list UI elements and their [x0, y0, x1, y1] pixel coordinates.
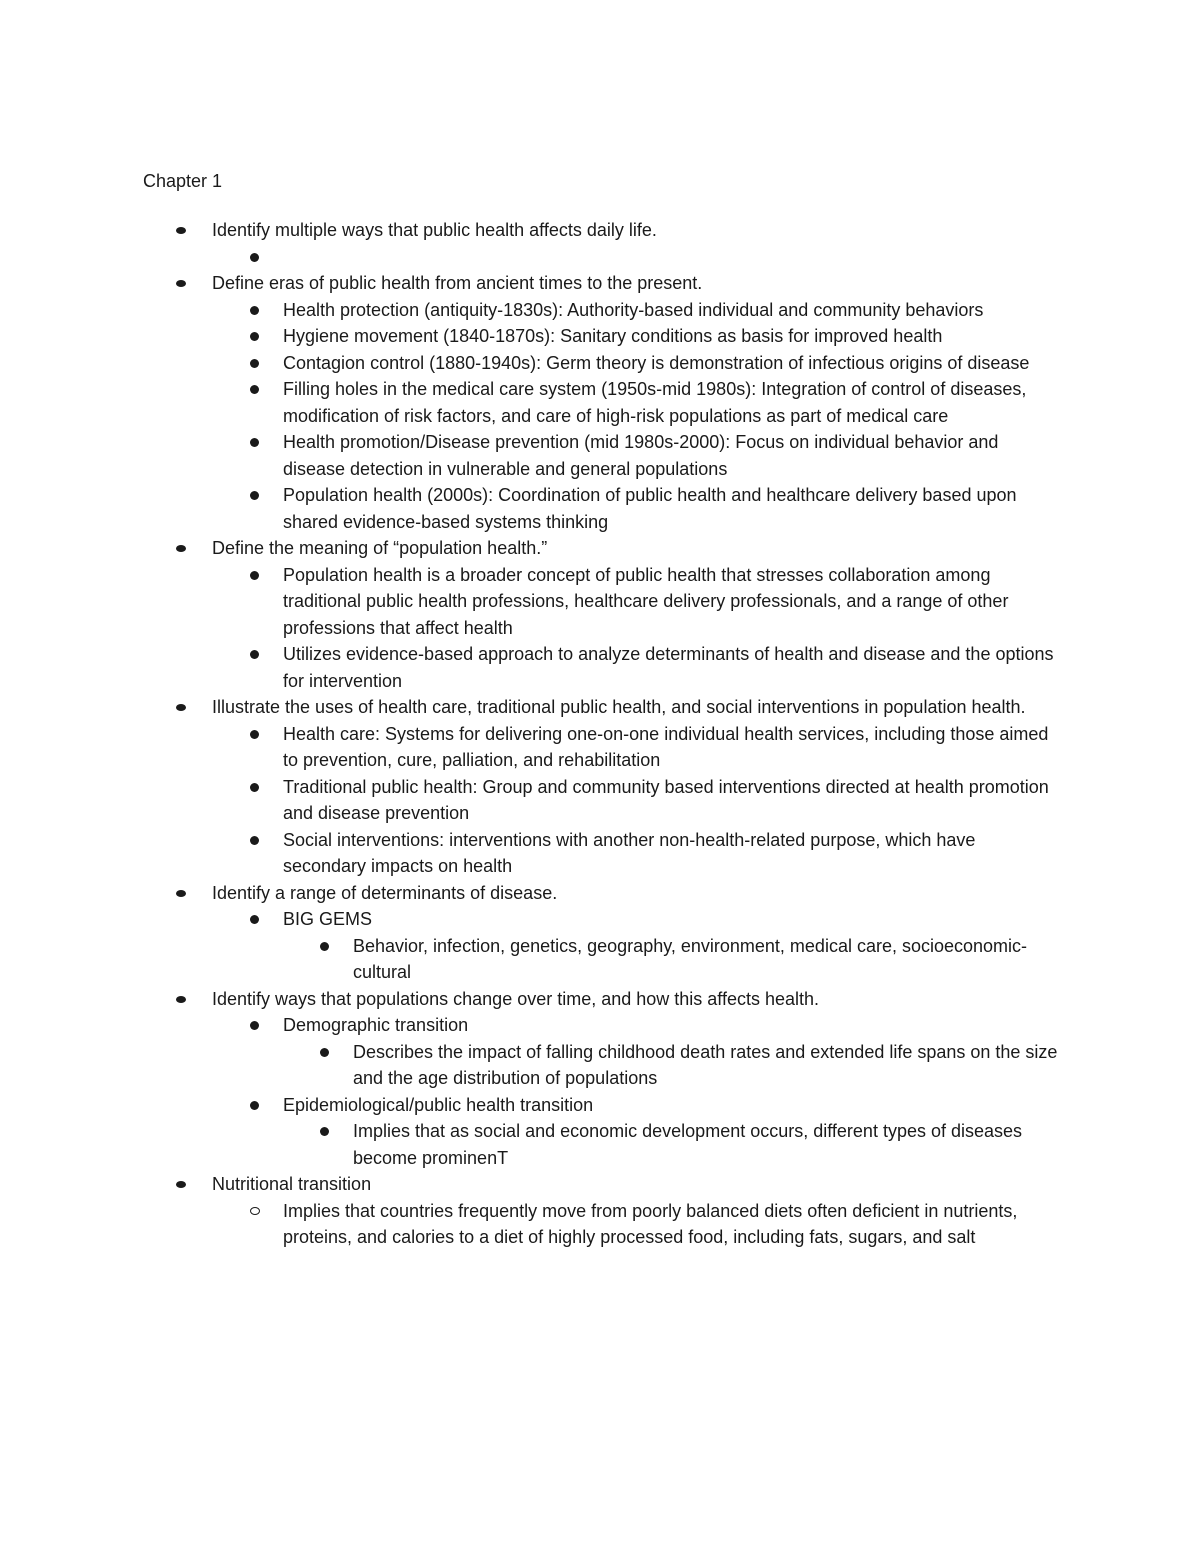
- list-item-text: Traditional public health: Group and community based interventions directed at health promotion and disease prevention: [283, 776, 1049, 823]
- list-item: [0, 1118, 1063, 1171]
- filled-bullet-icon: [176, 227, 186, 234]
- list-item: [0, 323, 1063, 350]
- list-item: [0, 694, 1062, 721]
- filled-bullet-icon: [250, 385, 259, 394]
- filled-bullet-icon: [176, 280, 186, 287]
- list-item-text: Population health (2000s): Coordination of public health and healthcare delivery based upon shared evidence-based systems thinking: [283, 485, 1017, 532]
- filled-bullet-icon: [250, 332, 259, 341]
- filled-bullet-icon: [250, 491, 259, 500]
- list-item-text: Nutritional transition: [212, 1174, 372, 1194]
- filled-bullet-icon: [250, 306, 259, 315]
- list-item-text: Health protection (antiquity-1830s): Authority-based individual and community behaviors: [283, 299, 984, 320]
- filled-bullet-icon: [250, 730, 259, 739]
- list-item: [0, 297, 1063, 324]
- hollow-circle-bullet-icon: [250, 1207, 260, 1215]
- list-item-text: Implies that countries frequently move from poorly balanced diets often deficient in nutrients, proteins, and calories to a diet of highly processed food, including fats, sugars, and salt: [283, 1200, 1018, 1247]
- list-item-text: Illustrate the uses of health care, traditional public health, and social interventions in population health.: [212, 697, 1026, 717]
- list-item: [0, 933, 1063, 986]
- list-item: [0, 774, 1063, 827]
- filled-bullet-icon: [176, 996, 186, 1003]
- list-item: [0, 906, 1063, 933]
- filled-bullet-icon: [320, 1048, 329, 1057]
- list-item-text: Identify ways that populations change over time, and how this affects health.: [212, 988, 820, 1009]
- list-item: [0, 986, 1062, 1013]
- filled-bullet-icon: [250, 836, 259, 845]
- list-item: [0, 1092, 1063, 1119]
- list-item: [0, 827, 1063, 880]
- filled-bullet-icon: [176, 1181, 186, 1188]
- filled-bullet-icon: [250, 915, 259, 924]
- outline-list: [0, 217, 1200, 1251]
- filled-bullet-icon: [250, 650, 259, 659]
- filled-bullet-icon: [176, 545, 186, 552]
- list-item-text: Define eras of public health from ancient times to the present.: [212, 273, 703, 293]
- list-item: [0, 880, 1062, 907]
- list-item: [0, 641, 1063, 694]
- filled-bullet-icon: [250, 438, 259, 447]
- filled-bullet-icon: [176, 890, 186, 897]
- list-item-text: Behavior, infection, genetics, geography, environment, medical care, socioeconomic-cultural: [353, 935, 1028, 982]
- list-item: [0, 270, 1062, 297]
- filled-bullet-icon: [320, 942, 329, 951]
- list-item: [0, 562, 1063, 642]
- list-item-text: BIG GEMS: [283, 909, 373, 929]
- list-item: [0, 535, 1062, 562]
- list-item: [0, 244, 1063, 271]
- filled-bullet-icon: [250, 783, 259, 792]
- chapter-title: Chapter 1: [143, 171, 223, 191]
- filled-bullet-icon: [250, 571, 259, 580]
- list-item: [0, 482, 1063, 535]
- list-item-text: Health care: Systems for delivering one-on-one individual health services, including those aimed to prevention, cure, palliation, and rehabilitation: [283, 723, 1049, 770]
- list-item: [0, 1012, 1063, 1039]
- list-item-text: Demographic transition: [283, 1015, 469, 1035]
- list-item: [0, 1039, 1063, 1092]
- list-item-text: Define the meaning of “population health.”: [212, 538, 548, 558]
- list-item: [0, 1171, 1062, 1198]
- list-item-text: Epidemiological/public health transition: [283, 1094, 594, 1115]
- list-item: [0, 376, 1063, 429]
- filled-bullet-icon: [320, 1127, 329, 1136]
- list-item: [0, 721, 1063, 774]
- filled-bullet-icon: [250, 1021, 259, 1030]
- list-item: [0, 1198, 1063, 1251]
- filled-bullet-icon: [250, 253, 259, 262]
- filled-bullet-icon: [176, 704, 186, 711]
- list-item-text: Filling holes in the medical care system (1950s-mid 1980s): Integration of control of diseases, modification of risk factors, and care of high-risk populations as part of medical care: [283, 379, 1027, 426]
- list-item-text: Implies that as social and economic development occurs, different types of diseases become prominenT: [353, 1121, 1023, 1168]
- list-item-text: Contagion control (1880-1940s): Germ theory is demonstration of infectious origins of disease: [283, 352, 1030, 373]
- list-item: [0, 350, 1063, 377]
- filled-bullet-icon: [250, 1101, 259, 1110]
- list-item-text: Health promotion/Disease prevention (mid 1980s-2000): Focus on individual behavior and disease detection in vulnerable and general populations: [283, 432, 999, 479]
- list-item-text: Social interventions: interventions with another non-health-related purpose, which have secondary impacts on health: [283, 829, 976, 876]
- list-item-text: Population health is a broader concept of public health that stresses collaboration among traditional public health professions, healthcare delivery professionals, and a range of other professions that affect health: [283, 564, 1009, 638]
- list-item-text: Hygiene movement (1840-1870s): Sanitary conditions as basis for improved health: [283, 326, 943, 346]
- list-item-text: Utilizes evidence-based approach to analyze determinants of health and disease and the options for intervention: [283, 644, 1054, 691]
- list-item: [0, 217, 1062, 244]
- list-item-text: Describes the impact of falling childhood death rates and extended life spans on the size and the age distribution of populations: [353, 1041, 1058, 1088]
- list-item-text: Identify a range of determinants of disease.: [212, 882, 558, 903]
- list-item-text: Identify multiple ways that public health affects daily life.: [212, 220, 657, 240]
- list-item: [0, 429, 1063, 482]
- filled-bullet-icon: [250, 359, 259, 368]
